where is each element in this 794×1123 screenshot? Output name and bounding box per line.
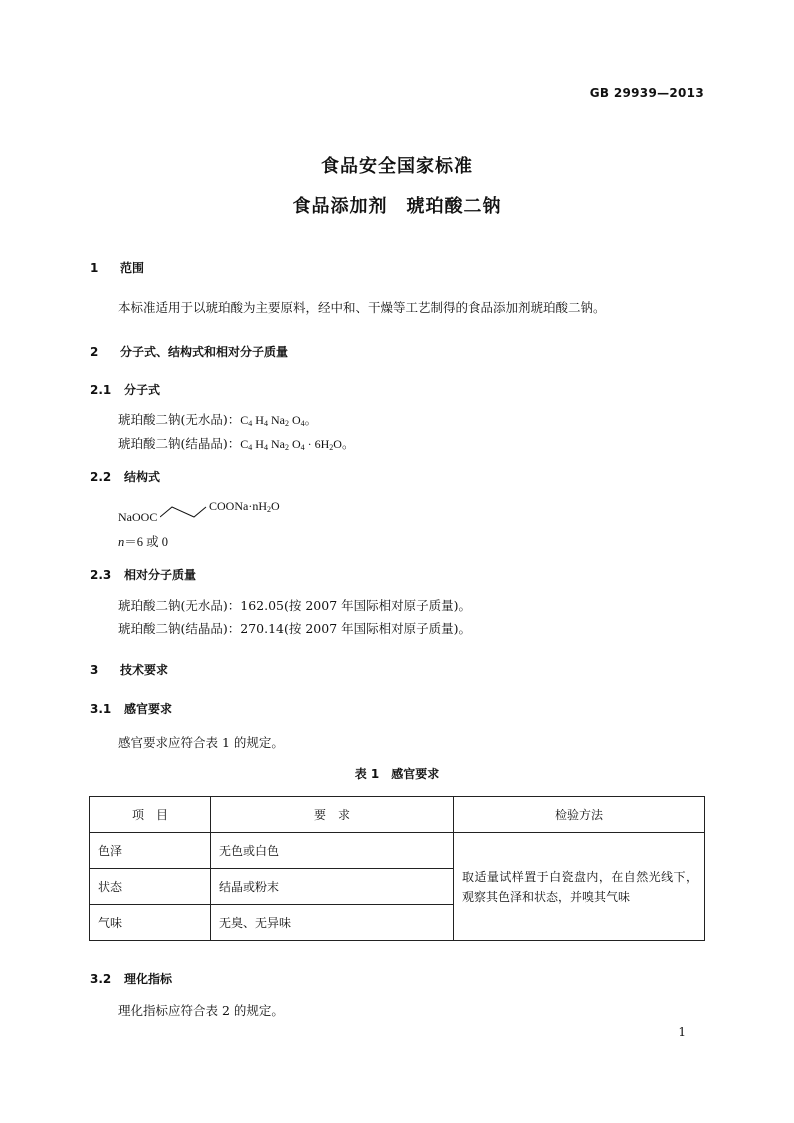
section-2-heading xyxy=(90,343,288,360)
section-2-2-heading xyxy=(90,468,160,485)
molar-mass-anhydrous: 琥珀酸二钠(无水品)：162.05(按 2007 年国际相对原子质量)。 xyxy=(118,598,472,613)
formula-crystal: 琥珀酸二钠(结晶品)：$C_4$ $H_4$ $Na_2$ $O_4 \cdot 6H_2O$。 xyxy=(118,436,355,452)
section-title: 分子式 xyxy=(124,383,161,397)
section-number: 2.1 xyxy=(90,383,112,397)
structure-right-group: $COONa\cdot nH_2O$ xyxy=(209,499,280,514)
page-number: 1 xyxy=(678,1025,686,1039)
section-title: 技术要求 xyxy=(120,663,169,677)
section-title: 相对分子质量 xyxy=(124,568,197,582)
cell-item: 色泽 xyxy=(90,833,211,869)
table-1-caption: 表 1 感官要求 xyxy=(354,767,440,781)
cell-item: 气味 xyxy=(90,905,211,941)
table-row xyxy=(90,833,705,869)
doc-subtitle: 食品添加剂 琥珀酸二钠 xyxy=(292,196,502,217)
structure-n-values: n＝6 或 0 xyxy=(118,535,169,549)
col-header-item: 项 目 xyxy=(90,797,211,833)
col-header-requirement: 要 求 xyxy=(211,797,454,833)
section-number: 3.1 xyxy=(90,702,112,716)
molar-mass-crystal: 琥珀酸二钠(结晶品)：270.14(按 2007 年国际相对原子质量)。 xyxy=(118,621,472,636)
cell-requirement: 无臭、无异味 xyxy=(211,905,454,941)
section-number: 1 xyxy=(90,261,99,275)
section-number: 2 xyxy=(90,345,99,359)
section-1-heading xyxy=(90,259,144,276)
section-3-heading xyxy=(90,661,168,678)
formula-anhydrous: 琥珀酸二钠(无水品)：$C_4$ $H_4$ $Na_2$ $O_4$。 xyxy=(118,412,318,428)
section-number: 2.2 xyxy=(90,470,112,484)
section-2-3-heading xyxy=(90,566,196,583)
table-1 xyxy=(89,796,705,941)
section-2-1-heading xyxy=(90,381,160,398)
molecular-formula: $C_4$ $H_4$ $Na_2$ $O_4 \cdot 6H_2O$ xyxy=(240,437,342,452)
section-title: 理化指标 xyxy=(124,972,173,986)
cell-item: 状态 xyxy=(90,869,211,905)
cell-method: 取适量试样置于白瓷盘内，在自然光线下，观察其色泽和状态，并嗅其气味 xyxy=(454,833,705,941)
section-number: 3 xyxy=(90,663,99,677)
molecular-formula: $C_4$ $H_4$ $Na_2$ $O_4$ xyxy=(240,413,305,428)
section-3-2-text: 理化指标应符合表 2 的规定。 xyxy=(118,1003,284,1018)
section-title: 范围 xyxy=(120,261,145,275)
section-title: 分子式、结构式和相对分子质量 xyxy=(120,345,289,359)
section-number: 2.3 xyxy=(90,568,112,582)
cell-requirement: 无色或白色 xyxy=(211,833,454,869)
section-title: 感官要求 xyxy=(124,702,173,716)
cell-requirement: 结晶或粉末 xyxy=(211,869,454,905)
col-header-method: 检验方法 xyxy=(454,797,705,833)
structure-left-group: NaOOC xyxy=(118,510,158,524)
section-3-1-text: 感官要求应符合表 1 的规定。 xyxy=(118,735,284,750)
doc-title: 食品安全国家标准 xyxy=(321,156,473,177)
structure-chain xyxy=(160,500,210,522)
section-1-text: 本标准适用于以琥珀酸为主要原料，经中和、干燥等工艺制得的食品添加剂琥珀酸二钠。 xyxy=(118,300,606,315)
section-number: 3.2 xyxy=(90,972,112,986)
section-3-2-heading xyxy=(90,970,172,987)
section-3-1-heading xyxy=(90,700,172,717)
formula-label: 琥珀酸二钠(无水品)： xyxy=(118,412,241,427)
table-header-row xyxy=(90,797,705,833)
standard-number: GB 29939—2013 xyxy=(589,86,704,100)
formula-label: 琥珀酸二钠(结晶品)： xyxy=(118,436,241,451)
section-title: 结构式 xyxy=(124,470,161,484)
